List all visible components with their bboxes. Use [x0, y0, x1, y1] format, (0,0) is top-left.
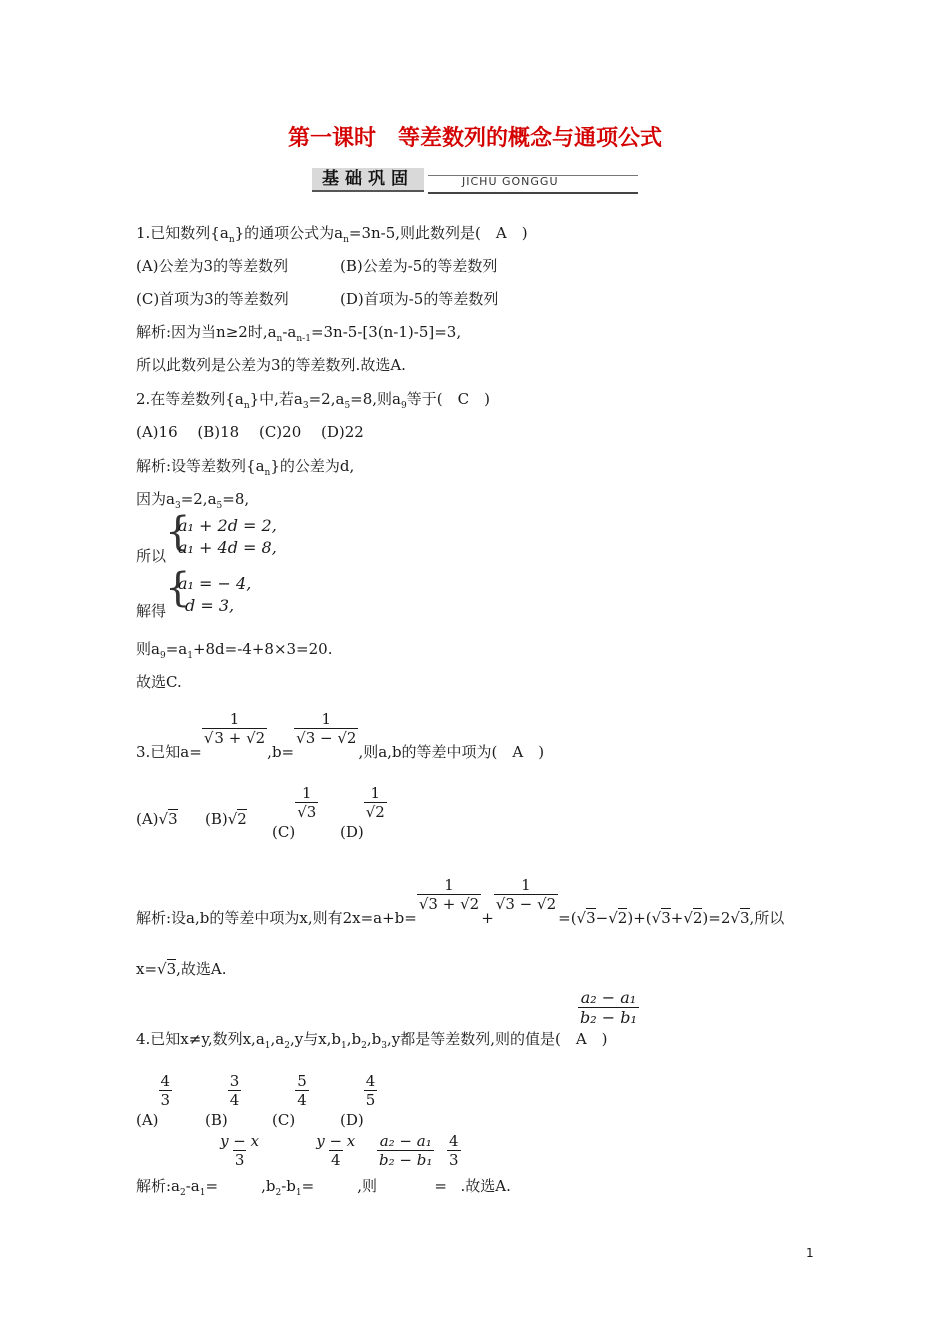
q3-option-b: (B)√2: [205, 810, 247, 828]
system-eq2: a₁ + 4d = 8,: [178, 538, 277, 557]
q1-option-c: (C)首项为3的等差数列: [136, 290, 289, 308]
q4-option-b: (B) $\frac{3}{4}$: [205, 1072, 240, 1129]
banner-english: JICHU GONGGU: [462, 175, 559, 188]
q4-option-a: (A) $\frac{4}{3}$: [136, 1072, 171, 1129]
q4-option-d: (D) $\frac{4}{5}$: [340, 1072, 376, 1129]
q2-stem: 2.在等差数列$\{a_n\}$中,若$a_3=2,a_5=8$,则$a_9$等于( C ): [136, 390, 490, 411]
q4-solution: 解析$:a_2-a_1=$ $\frac{y - x}{3}$ $,b_2-b_1=$ $\frac{y - x}{4}$ ,则 $\frac{\text{a₂ − a₁}}{\text{b₂ − b₁}}$ = $\frac{4}{3}$ .故选A.: [136, 1132, 511, 1198]
page-title: 第一课时 等差数列的概念与通项公式: [287, 126, 662, 151]
system-eq4: d = 3,: [185, 596, 235, 615]
q1-solution-line1: 解析:因为当n≥2时$,a_n-a_{n-1}=3n-5-[3(n-1)-5]=3$,: [136, 323, 462, 344]
q1-solution-line2: 所以此数列是公差为3的等差数列.故选A.: [136, 356, 406, 374]
q3-solution-line2: x=√3,故选A.: [136, 960, 227, 978]
q2-solution-line2: 因为$a_3=2,a_5=8$,: [136, 490, 250, 511]
system-brace: {: [165, 565, 191, 611]
q3-solution-line1: 解析:设a,b的等差中项为x,则有2x=a+b= $\frac{1}{√3 + √2}$ + $\frac{1}{√3 - √2}$ =(√3−√2)+(√3+√2)=2√3,所以: [136, 876, 785, 927]
section-banner: [312, 165, 638, 193]
fraction-b: $\frac{1}{√3 - √2}$: [296, 710, 357, 747]
page-number: 1: [806, 1246, 814, 1260]
q1-stem: 1.已知数列$\{a_n\}$的通项公式为$a_n=3n-5$,则此数列是( A ): [136, 224, 528, 245]
q3-option-c: (C) $\frac{1}{√3}$: [272, 784, 317, 841]
q2-solution-line1: 解析:设等差数列$\{a_n\}$的公差为d,: [136, 457, 355, 478]
fraction-a: $\frac{1}{√3 + √2}$: [203, 710, 266, 747]
q4-stem: 4.已知x≠y,数列$x,a_1,a_2,y$与$x,b_1,b_2,b_3,y$都是等差数列,则的值是( A ): [136, 1030, 608, 1051]
q2-so-label: 所以: [136, 547, 167, 565]
q2-solution-line3: 则$a_9=a_1+8d=-4+8\times 3=20$.: [136, 640, 333, 661]
q2-solution-line4: 故选C.: [136, 673, 182, 691]
q4-stem-fraction: $\frac{\text{a₂ − a₁}}{\text{b₂ − b₁}}$: [580, 988, 637, 1027]
system-eq3: a₁ = − 4,: [178, 574, 252, 593]
q2-options: (A)16 (B)18 (C)20 (D)22: [136, 423, 364, 441]
q1-option-d: (D)首项为-5的等差数列: [340, 290, 499, 308]
q3-option-d: (D) $\frac{1}{√2}$: [340, 784, 385, 841]
q1-option-a: (A)公差为3的等差数列: [136, 257, 289, 275]
system-eq1: a₁ + 2d = 2,: [178, 516, 277, 535]
banner-label: 基础巩固: [312, 168, 424, 192]
q3-stem: 3.已知a= $\frac{1}{√3 + √2}$ ,b= $\frac{1}{√3 - √2}$ ,则a,b的等差中项为( A ): [136, 710, 545, 761]
q1-option-b: (B)公差为-5的等差数列: [340, 257, 498, 275]
system-brace: {: [165, 509, 191, 555]
q2-solve-label: 解得: [136, 602, 167, 620]
q3-option-a: (A)√3: [136, 810, 178, 828]
q4-option-c: (C) $\frac{5}{4}$: [272, 1072, 307, 1129]
